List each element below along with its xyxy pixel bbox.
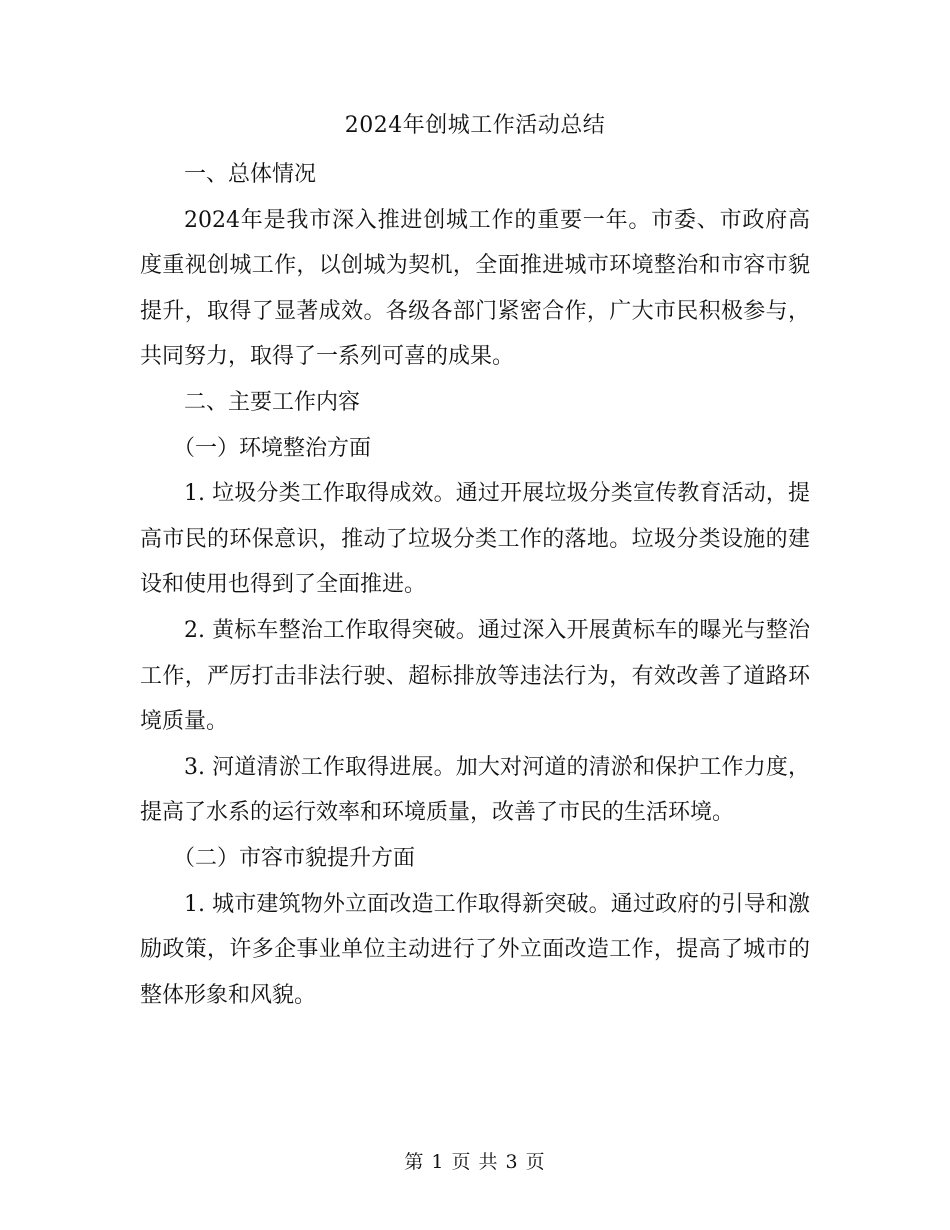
- subsection-heading-city-appearance: （二）市容市貌提升方面: [173, 845, 416, 871]
- section-heading-overview: 一、总体情况: [184, 162, 317, 187]
- paragraph-river-dredging: 3. 河道清淤工作取得进展。加大对河道的清淤和保护工作力度，提高了水系的运行效率和环境质量，改善了市民的生活环境。: [140, 754, 810, 826]
- paragraph-garbage-sorting: 1. 垃圾分类工作取得成效。通过开展垃圾分类宣传教育活动，提高市民的环保意识，推动了垃圾分类工作的落地。垃圾分类设施的建设和使用也得到了全面推进。: [140, 481, 810, 598]
- section-heading-main-work: 二、主要工作内容: [184, 389, 361, 415]
- subsection-heading-environment: （一）环境整治方面: [173, 435, 372, 461]
- document-body: [140, 152, 810, 1018]
- paragraph-overview: 2024年是我市深入推进创城工作的重要一年。市委、市政府高度重视创城工作，以创城为契机，全面推进城市环境整治和市容市貌提升，取得了显著成效。各级各部门紧密合作，广大市民积极参与，共同努力，取得了一系列可喜的成果。: [140, 207, 810, 370]
- page-footer: 第 1 页 共 3 页: [404, 1151, 546, 1173]
- paragraph-facade-renovation: 1. 城市建筑物外立面改造工作取得新突破。通过政府的引导和激励政策，许多企事业单位主动进行了外立面改造工作，提高了城市的整体形象和风貌。: [140, 891, 810, 1008]
- paragraph-yellow-label-vehicles: 2. 黄标车整治工作取得突破。通过深入开展黄标车的曝光与整治工作，严厉打击非法行驶、超标排放等违法行为，有效改善了道路环境质量。: [140, 617, 810, 735]
- document-title: 2024年创城工作活动总结: [344, 113, 606, 138]
